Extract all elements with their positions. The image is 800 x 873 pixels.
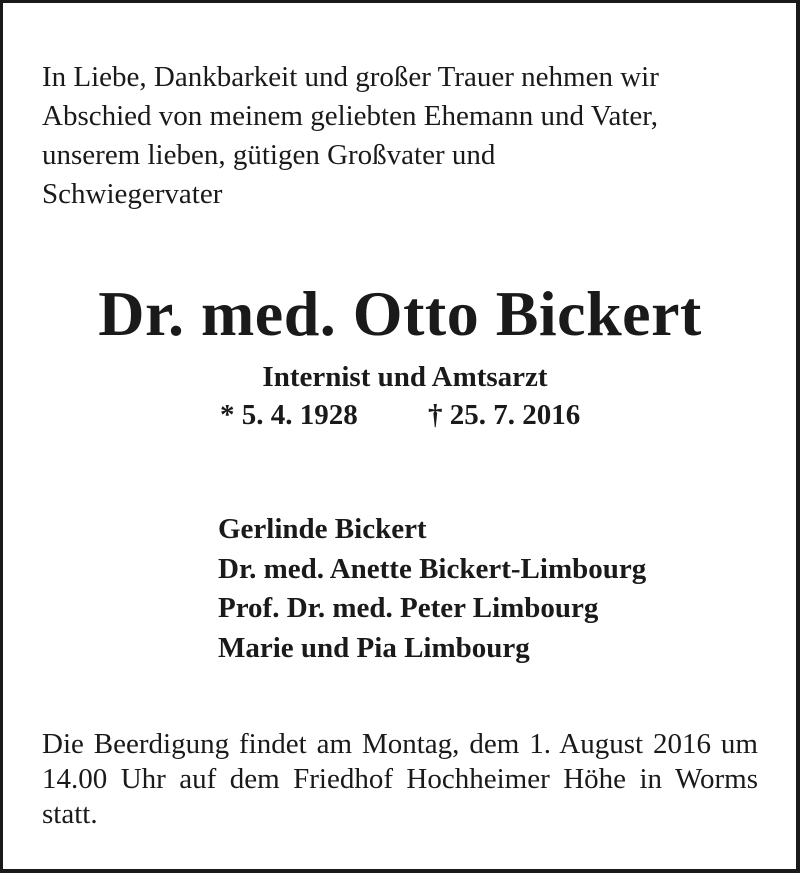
mourner-name: Gerlinde Bickert	[218, 513, 427, 545]
intro-line: Abschied von meinem geliebten Ehemann und Vater,	[42, 100, 658, 132]
funeral-line: 14.00 Uhr auf dem Friedhof Hochheimer Höhe in Worms	[42, 763, 758, 795]
birth-date: * 5. 4. 1928	[220, 399, 358, 431]
death-date: † 25. 7. 2016	[428, 399, 581, 431]
intro-line: Schwiegervater	[42, 178, 223, 210]
funeral-line: statt.	[42, 798, 98, 830]
intro-line: In Liebe, Dankbarkeit und großer Trauer nehmen wir	[42, 61, 659, 93]
deceased-name: Dr. med. Otto Bickert	[98, 278, 702, 349]
mourner-name: Dr. med. Anette Bickert-Limbourg	[218, 552, 647, 585]
funeral-notice	[42, 727, 758, 832]
deceased-profession: Internist und Amtsarzt	[262, 361, 548, 393]
mourners-list	[218, 510, 646, 668]
funeral-line: Die Beerdigung findet am Montag, dem 1. August 2016 um	[42, 728, 758, 760]
mourner-name: Marie und Pia Limbourg	[218, 631, 530, 664]
intro-line: unserem lieben, gütigen Großvater und	[42, 139, 496, 171]
intro-text	[42, 58, 772, 214]
mourner-name: Prof. Dr. med. Peter Limbourg	[218, 592, 599, 624]
